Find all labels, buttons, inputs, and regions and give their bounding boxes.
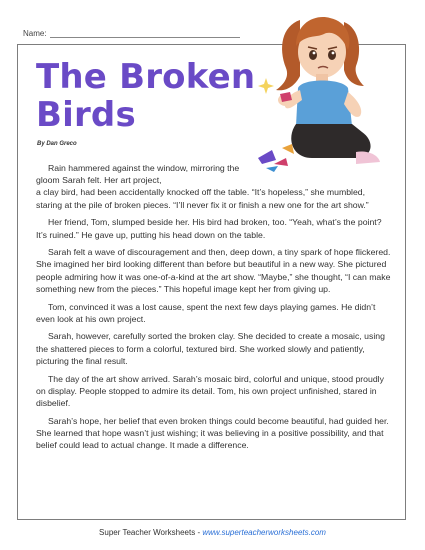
title-line-1: The Broken xyxy=(36,57,256,97)
page-title xyxy=(36,58,255,134)
footer-prefix: Super Teacher Worksheets - xyxy=(99,528,203,537)
paragraph-3: Her friend, Tom, slumped beside her. His bird had broken, too. “Yeah, what’s the point? It’s ruined.” He gave up, putting his head down on the table. xyxy=(36,217,382,240)
paragraph-1: Rain hammered against the window, mirroring the gloom Sarah felt. Her art project, xyxy=(36,163,240,186)
paragraph-7: The day of the art show arrived. Sarah’s mosaic bird, colorful and unique, stood proudly on display. People stopped to admire its detail. Tom, his own project unfinished, stared in disbelief. xyxy=(36,373,384,408)
story-text xyxy=(36,162,392,457)
name-label: Name: xyxy=(23,29,47,38)
paragraph-5: Tom, convinced it was a lost cause, spent the next few days playing games. He didn’t even look at his own project. xyxy=(36,301,376,324)
name-line xyxy=(50,37,240,38)
footer-site-link[interactable]: www.superteacherworksheets.com xyxy=(202,528,326,537)
paragraph-8: Sarah’s hope, her belief that even broken things could become beautiful, had guided her. She learned that hope wasn’t just wishing; it was believing in a positive possibility, and that belief could lead to actual change. It made a difference. xyxy=(36,415,389,451)
paragraph-6: Sarah, however, carefully sorted the broken clay. She decided to create a mosaic, using the shattered pieces to form a colorful, textured bird. She worked slowly and patiently, picturing the final result. xyxy=(36,331,385,366)
footer xyxy=(0,528,425,537)
title-line-2: Birds xyxy=(36,95,136,135)
paragraph-2: a clay bird, had been accidentally knocked off the table. “It’s hopeless,” she mumbled, staring at the pile of broken pieces. “I’ll never fix it or finish a new one for the art show.” xyxy=(36,187,369,210)
paragraph-4: Sarah felt a wave of discouragement and then, deep down, a tiny spark of hope flickered. She imagined her bird looking different than before but beautiful in a new way. She pictured people admiring how it was one-of-a-kind at the art show. “Maybe,” she thought, “I can make something new from the pieces.” This hopeful image kept her from giving up. xyxy=(36,247,391,294)
girl-with-broken-bird-illustration xyxy=(252,8,392,173)
byline: By Dan Greco xyxy=(37,141,77,147)
